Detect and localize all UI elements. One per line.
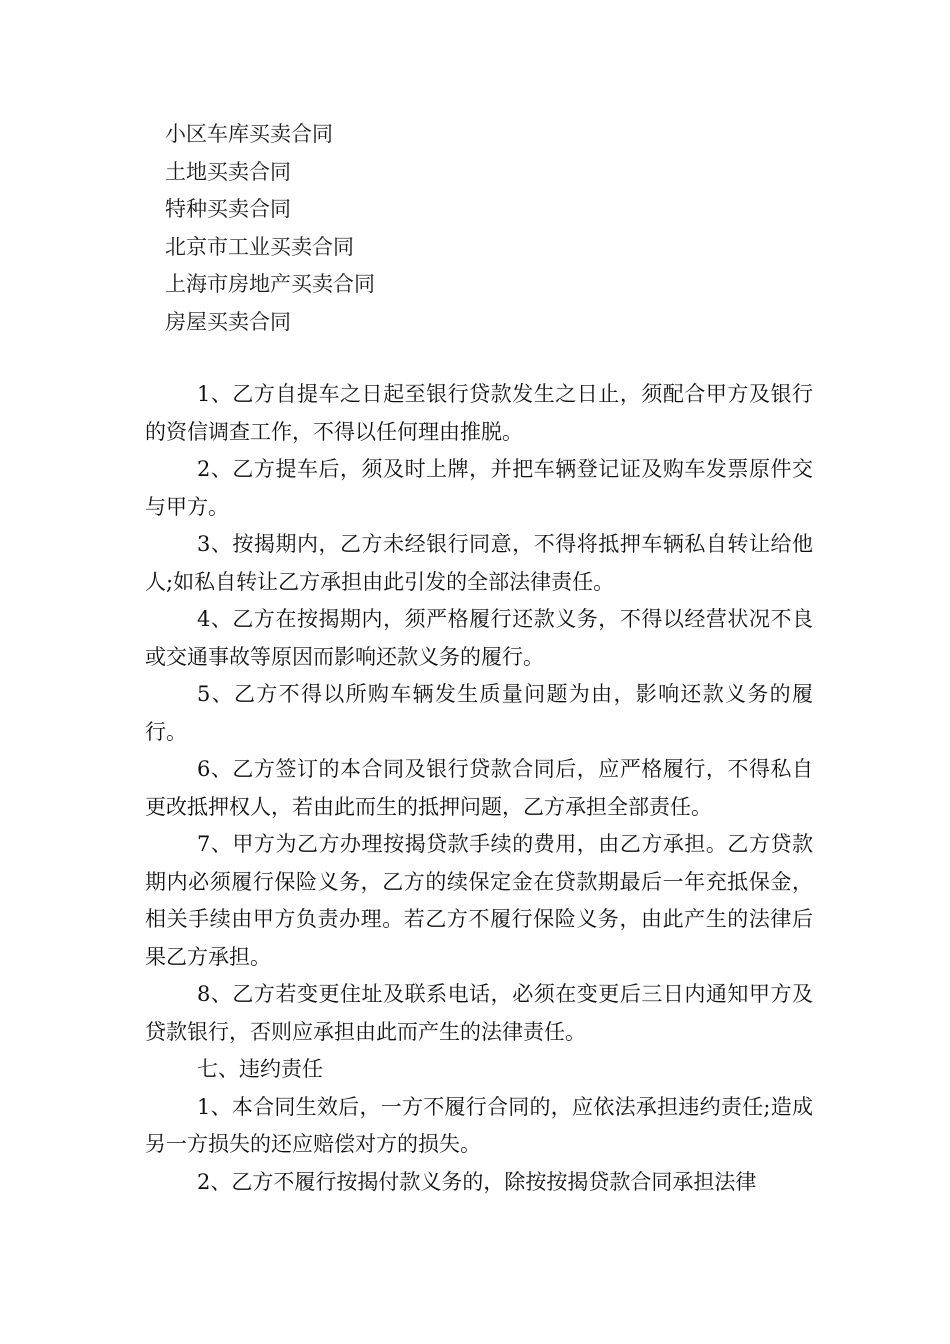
clause-paragraph: 4、乙方在按揭期内，须严格履行还款义务，不得以经营状况不良或交通事故等原因而影响还款义务的履行。	[145, 607, 813, 669]
clause-paragraph: 2、乙方提车后，须及时上牌，并把车辆登记证及购车发票原件交与甲方。	[145, 457, 813, 519]
contract-body	[145, 376, 813, 1201]
related-link[interactable]: 上海市房地产买卖合同	[165, 272, 375, 296]
related-link[interactable]: 房屋买卖合同	[165, 309, 291, 334]
clause-paragraph: 3、按揭期内，乙方未经银行同意，不得将抵押车辆私自转让给他人;如私自转让乙方承担由此引发的全部法律责任。	[145, 532, 813, 594]
related-link[interactable]: 北京市工业买卖合同	[165, 234, 354, 259]
section-heading: 七、违约责任	[197, 1057, 323, 1081]
related-link[interactable]: 土地买卖合同	[165, 159, 291, 184]
related-link[interactable]: 特种买卖合同	[165, 197, 291, 221]
related-link[interactable]: 小区车库买卖合同	[165, 122, 333, 146]
clause-paragraph: 8、乙方若变更住址及联系电话，必须在变更后三日内通知甲方及贷款银行，否则应承担由此而产生的法律责任。	[145, 982, 813, 1044]
clause-paragraph: 7、甲方为乙方办理按揭贷款手续的费用，由乙方承担。乙方贷款期内必须履行保险义务，乙方的续保定金在贷款期最后一年充抵保金，相关手续由甲方负责办理。若乙方不履行保险义务，由此产生的法律后果乙方承担。	[145, 832, 813, 969]
clause-paragraph: 1、乙方自提车之日起至银行贷款发生之日止，须配合甲方及银行的资信调查工作，不得以任何理由推脱。	[145, 382, 813, 444]
clause-paragraph: 2、乙方不履行按揭付款义务的，除按按揭贷款合同承担法律	[197, 1169, 757, 1194]
clause-paragraph: 6、乙方签订的本合同及银行贷款合同后，应严格履行，不得私自更改抵押权人，若由此而生的抵押问题，乙方承担全部责任。	[145, 757, 813, 819]
clause-paragraph: 1、本合同生效后，一方不履行合同的，应依法承担违约责任;造成另一方损失的还应赔偿对方的损失。	[145, 1094, 813, 1156]
related-links-list	[165, 116, 375, 341]
clause-paragraph: 5、乙方不得以所购车辆发生质量问题为由，影响还款义务的履行。	[145, 682, 813, 744]
